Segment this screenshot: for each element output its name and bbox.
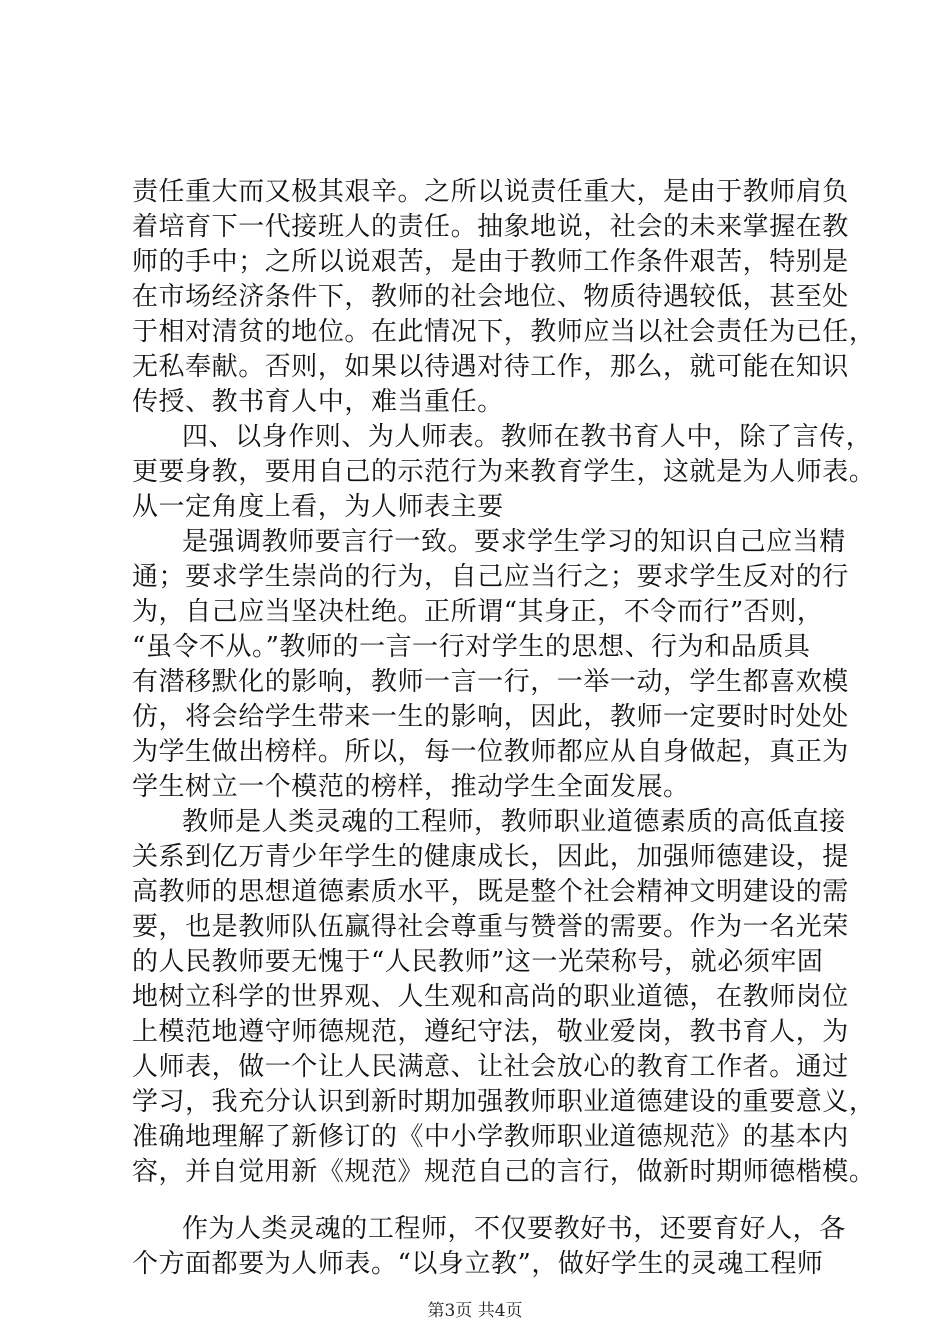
text-line: 责任重大而又极其艰辛。之所以说责任重大，是由于教师肩负 <box>132 177 849 207</box>
text-line: 有潜移默化的影响，教师一言一行，一举一动，学生都喜欢模 <box>132 667 849 697</box>
text-line: 学习，我充分认识到新时期加强教师职业道德建设的重要意义， <box>132 1087 876 1117</box>
text-line: 的人民教师要无愧于“人民教师”这一光荣称号，就必须牢固 <box>132 947 824 977</box>
text-line: 为，自己应当坚决杜绝。正所谓“其身正，不令而行”否则， <box>132 597 824 627</box>
text-line: 在市场经济条件下，教师的社会地位、物质待遇较低，甚至处 <box>132 282 849 312</box>
text-line: “虽令不从。”教师的一言一行对学生的思想、行为和品质具 <box>132 632 811 662</box>
text-line: 仿，将会给学生带来一生的影响，因此，教师一定要时时处处 <box>132 702 849 732</box>
text-line: 通；要求学生崇尚的行为，自己应当行之；要求学生反对的行 <box>132 562 849 592</box>
text-line: 教师是人类灵魂的工程师，教师职业道德素质的高低直接 <box>182 807 846 837</box>
text-line: 关系到亿万青少年学生的健康成长，因此，加强师德建设，提 <box>132 842 849 872</box>
text-line: 无私奉献。否则，如果以待遇对待工作，那么，就可能在知识 <box>132 352 849 382</box>
text-line: 高教师的思想道德素质水平，既是整个社会精神文明建设的需 <box>132 877 849 907</box>
text-line: 于相对清贫的地位。在此情况下，教师应当以社会责任为已任， <box>132 317 876 347</box>
text-line: 上模范地遵守师德规范，遵纪守法，敬业爱岗，教书育人，为 <box>132 1017 849 1047</box>
text-line: 从一定角度上看，为人师表主要 <box>132 492 504 522</box>
text-line: 学生树立一个模范的榜样，推动学生全面发展。 <box>132 772 690 802</box>
text-line: 传授、教书育人中，难当重任。 <box>132 387 504 417</box>
page-number-footer: 第3页 共4页 <box>427 1301 523 1321</box>
text-line: 要，也是教师队伍赢得社会尊重与赞誉的需要。作为一名光荣 <box>132 912 849 942</box>
text-line: 作为人类灵魂的工程师，不仅要教好书，还要育好人，各 <box>182 1214 846 1244</box>
text-line: 个方面都要为人师表。“以身立教”，做好学生的灵魂工程师 <box>132 1249 824 1279</box>
text-line: 是强调教师要言行一致。要求学生学习的知识自己应当精 <box>182 527 846 557</box>
text-line: 准确地理解了新修订的《中小学教师职业道德规范》的基本内 <box>132 1122 849 1152</box>
text-line: 地树立科学的世界观、人生观和高尚的职业道德，在教师岗位 <box>132 982 849 1012</box>
text-line: 容，并自觉用新《规范》规范自己的言行，做新时期师德楷模。 <box>132 1157 876 1187</box>
text-line: 更要身教，要用自己的示范行为来教育学生，这就是为人师表。 <box>132 457 876 487</box>
text-line: 四、以身作则、为人师表。教师在教书育人中，除了言传， <box>182 422 873 452</box>
text-line: 师的手中；之所以说艰苦，是由于教师工作条件艰苦，特别是 <box>132 247 849 277</box>
text-line: 着培育下一代接班人的责任。抽象地说，社会的未来掌握在教 <box>132 212 849 242</box>
text-line: 人师表，做一个让人民满意、让社会放心的教育工作者。通过 <box>132 1052 849 1082</box>
text-line: 为学生做出榜样。所以，每一位教师都应从自身做起，真正为 <box>132 737 849 767</box>
